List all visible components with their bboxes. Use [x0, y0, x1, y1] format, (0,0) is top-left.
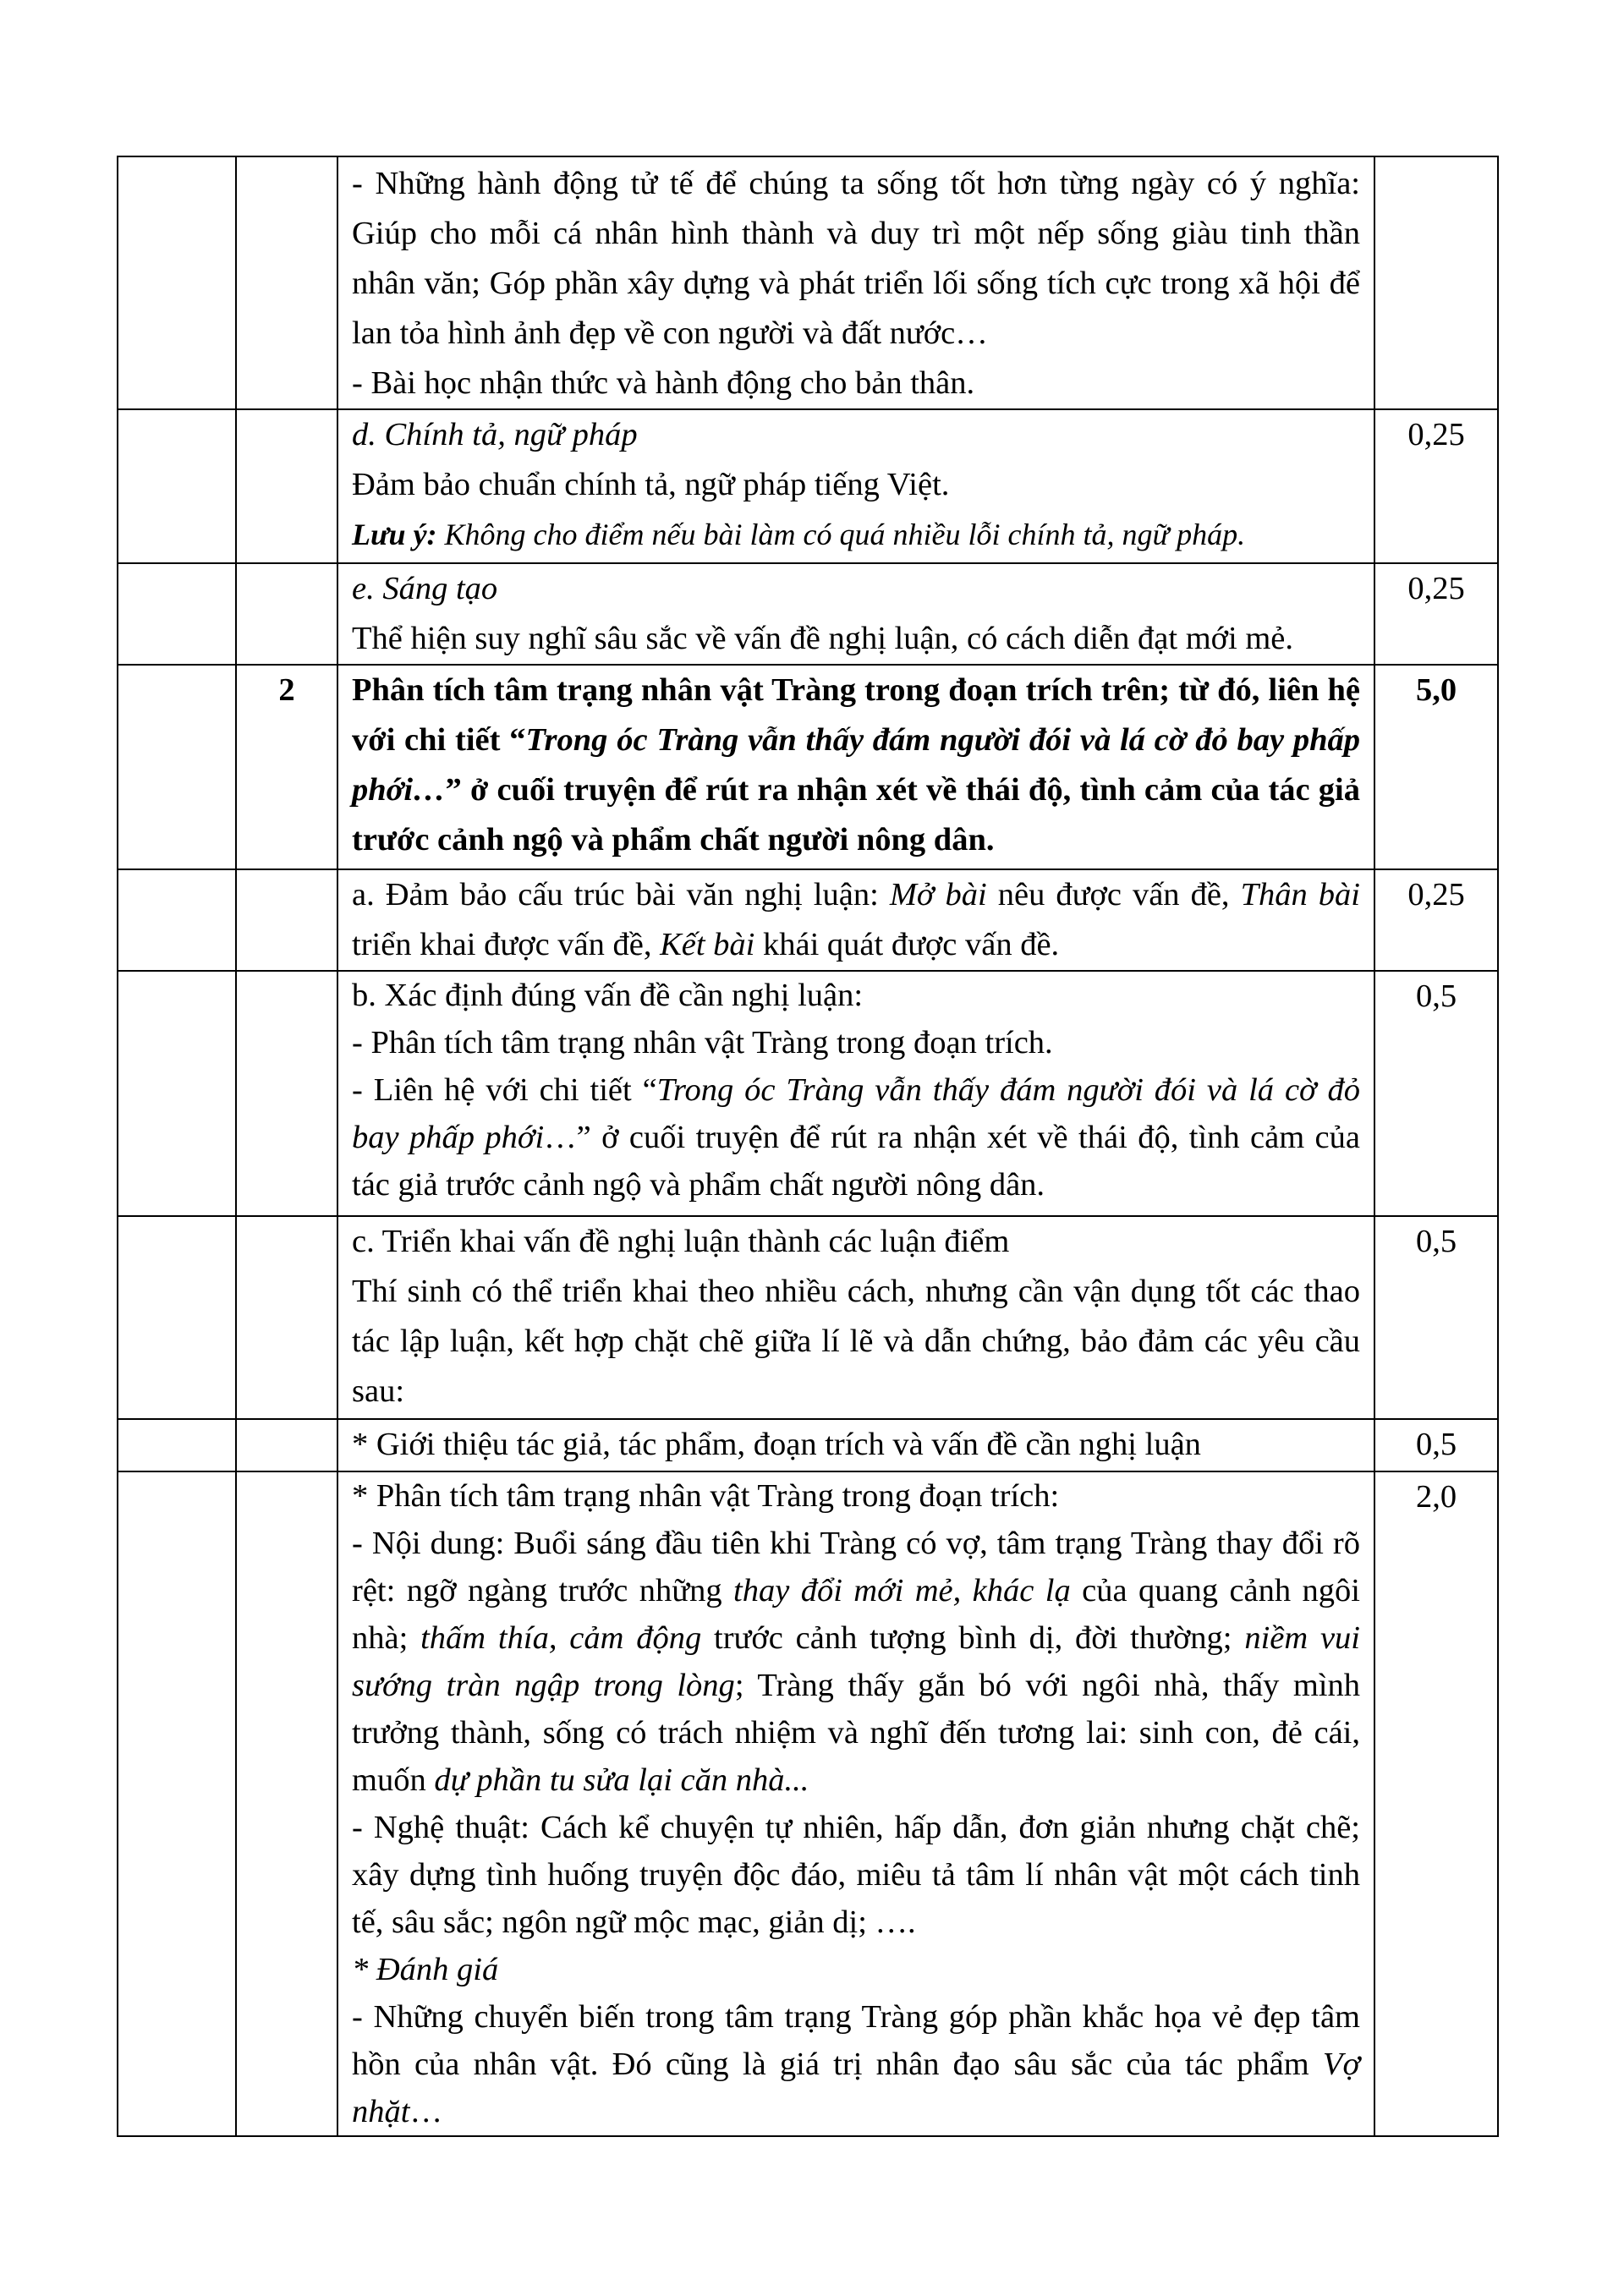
section-cell — [118, 156, 236, 409]
criteria-heading: e. Sáng tạo — [352, 571, 498, 606]
evaluation-heading: * Đánh giá — [352, 1952, 499, 1987]
table-row — [118, 563, 1498, 665]
content-paragraph: - Nội dung: Buổi sáng đầu tiên khi Tràng có vợ, tâm trạng Tràng thay đổi rõ rệt: ngỡ ngàng trước những thay đổi mới mẻ, khác lạ của quang cảnh ngôi nhà; thấm thía, cảm động trước cảnh tượng bình dị, đời thường; niềm vui sướng tràn ngập trong lòng; Tràng thấy gắn bó với ngôi nhà, thấy mình trưởng thành, sống có trách nhiệm và nghĩ đến tương lai: sinh con, đẻ cái, muốn dự phần tu sửa lại căn nhà... — [352, 1526, 1360, 1798]
table-row — [118, 156, 1498, 409]
quoted-detail: Trong óc Tràng vẫn thấy đám người đói và lá cờ đỏ bay phấp phới — [352, 1072, 1360, 1155]
criteria-line: - Bài học nhận thức và hành động cho bản thân. — [352, 365, 975, 401]
question-prompt: Phân tích tâm trạng nhân vật Tràng trong đoạn trích trên; từ đó, liên hệ với chi tiết “Trong óc Tràng vẫn thấy đám người đói và lá cờ đỏ bay phấp phới…” ở cuối truyện để rút ra nhận xét về thái độ, tình cảm của tác giả trước cảnh ngộ và phẩm chất người nông dân. — [337, 665, 1374, 869]
criteria-heading: c. Triển khai vấn đề nghị luận thành các luận điểm — [352, 1224, 1010, 1259]
score-cell: 2,0 — [1374, 1471, 1498, 2136]
section-cell — [118, 563, 236, 665]
criteria-line: - Phân tích tâm trạng nhân vật Tràng trong đoạn trích. — [352, 1025, 1053, 1060]
score-cell: 5,0 — [1374, 665, 1498, 869]
question-number-cell — [236, 971, 337, 1216]
section-cell — [118, 1419, 236, 1471]
criteria-cell — [337, 156, 1374, 409]
table-row — [118, 1471, 1498, 2136]
score-cell: 0,25 — [1374, 563, 1498, 665]
table-row — [118, 1419, 1498, 1471]
question-number-cell — [236, 1419, 337, 1471]
question-number-cell — [236, 869, 337, 971]
table-row — [118, 869, 1498, 971]
score-cell — [1374, 156, 1498, 409]
criteria-cell — [337, 563, 1374, 665]
score-cell: 0,5 — [1374, 1419, 1498, 1471]
question-number: 2 — [236, 665, 337, 869]
section-cell — [118, 665, 236, 869]
scoring-rubric-table — [117, 156, 1499, 2137]
section-cell — [118, 1216, 236, 1419]
criteria-text: * Giới thiệu tác giả, tác phẩm, đoạn trích và vấn đề cần nghị luận — [337, 1419, 1374, 1471]
criteria-cell — [337, 971, 1374, 1216]
question-number-cell — [236, 1216, 337, 1419]
quoted-detail: Trong óc Tràng vẫn thấy đám người đói và lá cờ đỏ bay phấp phới… — [352, 722, 1360, 808]
question-number-cell — [236, 409, 337, 563]
criteria-text: Thí sinh có thể triển khai theo nhiều cách, nhưng cần vận dụng tốt các thao tác lập luận, kết hợp chặt chẽ giữa lí lẽ và dẫn chứng, bảo đảm các yêu cầu sau: — [352, 1274, 1360, 1409]
score-cell: 0,25 — [1374, 409, 1498, 563]
criteria-cell — [337, 409, 1374, 563]
note-text: Không cho điểm nếu bài làm có quá nhiều lỗi chính tả, ngữ pháp. — [436, 518, 1246, 551]
criteria-line: - Liên hệ với chi tiết “Trong óc Tràng vẫn thấy đám người đói và lá cờ đỏ bay phấp phới…” ở cuối truyện để rút ra nhận xét về thái độ, tình cảm của tác giả trước cảnh ngộ và phẩm chất người nông dân. — [352, 1072, 1360, 1203]
table-row — [118, 1216, 1498, 1419]
score-cell: 0,5 — [1374, 1216, 1498, 1419]
section-cell — [118, 869, 236, 971]
section-cell — [118, 409, 236, 563]
note-label: Lưu ý: — [352, 518, 437, 551]
criteria-line: - Những hành động tử tế để chúng ta sống tốt hơn từng ngày có ý nghĩa: Giúp cho mỗi cá nhân hình thành và duy trì một nếp sống giàu tinh thần nhân văn; Góp phần xây dựng và phát triển lối sống tích cực trong xã hội để lan tỏa hình ảnh đẹp về con người và đất nước… — [352, 166, 1360, 351]
criteria-heading: * Phân tích tâm trạng nhân vật Tràng trong đoạn trích: — [352, 1478, 1060, 1514]
question-number-cell — [236, 156, 337, 409]
criteria-cell — [337, 1216, 1374, 1419]
score-cell: 0,5 — [1374, 971, 1498, 1216]
table-row — [118, 665, 1498, 869]
criteria-cell: a. Đảm bảo cấu trúc bài văn nghị luận: Mở bài nêu được vấn đề, Thân bài triển khai được vấn đề, Kết bài khái quát được vấn đề. — [337, 869, 1374, 971]
criteria-heading: d. Chính tả, ngữ pháp — [352, 417, 638, 452]
question-number-cell — [236, 563, 337, 665]
question-number-cell — [236, 1471, 337, 2136]
art-paragraph: - Nghệ thuật: Cách kể chuyện tự nhiên, hấp dẫn, đơn giản nhưng chặt chẽ; xây dựng tình huống truyện độc đáo, miêu tả tâm lí nhân vật một cách tinh tế, sâu sắc; ngôn ngữ mộc mạc, giản dị; …. — [352, 1810, 1360, 1940]
table-row — [118, 971, 1498, 1216]
score-cell: 0,25 — [1374, 869, 1498, 971]
criteria-heading: b. Xác định đúng vấn đề cần nghị luận: — [352, 978, 864, 1013]
note-line — [352, 510, 1360, 560]
criteria-text: Thể hiện suy nghĩ sâu sắc về vấn đề nghị luận, có cách diễn đạt mới mẻ. — [352, 621, 1294, 656]
criteria-text: Đảm bảo chuẩn chính tả, ngữ pháp tiếng Việt. — [352, 467, 950, 502]
evaluation-paragraph: - Những chuyển biến trong tâm trạng Tràng góp phần khắc họa vẻ đẹp tâm hồn của nhân vật. Đó cũng là giá trị nhân đạo sâu sắc của tác phẩm Vợ nhặt… — [352, 1999, 1360, 2129]
section-cell — [118, 971, 236, 1216]
section-cell — [118, 1471, 236, 2136]
criteria-cell — [337, 1471, 1374, 2136]
table-row — [118, 409, 1498, 563]
